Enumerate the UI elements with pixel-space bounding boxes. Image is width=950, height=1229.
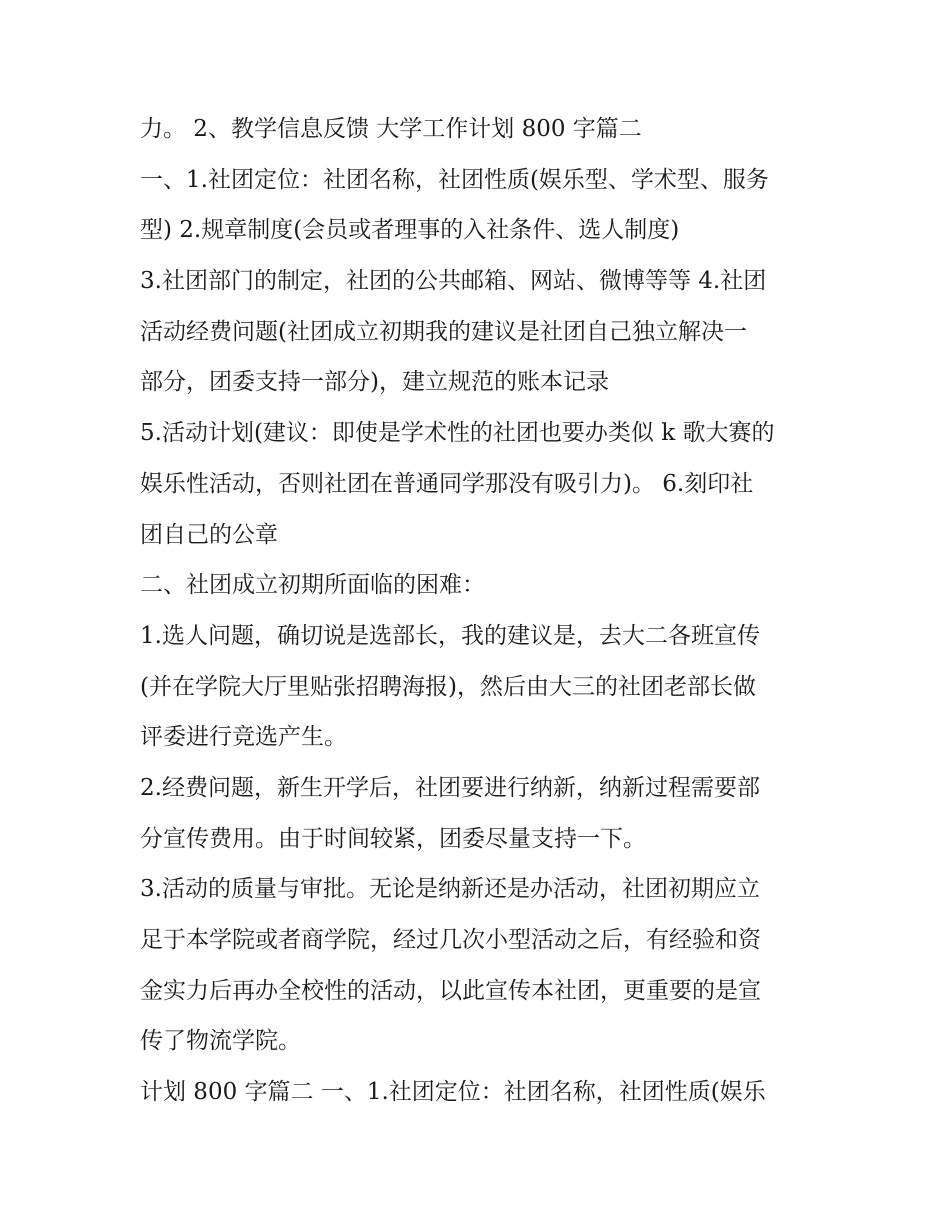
text-line: 5.活动计划(建议：即使是学术性的社团也要办类似 k 歌大赛的	[140, 420, 775, 447]
text-line: 1.选人问题，确切说是选部长，我的建议是，去大二各班宣传	[140, 622, 760, 649]
text-line: 娱乐性活动，否则社团在普通同学那没有吸引力)。 6.刻印社	[140, 470, 754, 497]
text-line: 计划 800 字篇二 一、1.社团定位：社团名称，社团性质(娱乐	[140, 1079, 766, 1106]
text-line: 部分，团委支持一部分)，建立规范的账本记录	[140, 369, 609, 396]
text-line: 分宣传费用。由于时间较紧，团委尽量支持一下。	[140, 825, 646, 852]
text-line: (并在学院大厅里贴张招聘海报)，然后由大三的社团老部长做	[140, 673, 756, 700]
text-line: 金实力后再办全校性的活动，以此宣传本社团，更重要的是宣	[140, 977, 761, 1004]
text-line: 二、社团成立初期所面临的困难：	[140, 572, 485, 599]
text-line: 3.活动的质量与审批。无论是纳新还是办活动，社团初期应立	[140, 876, 760, 903]
text-line: 3.社团部门的制定，社团的公共邮箱、网站、微博等等 4.社团	[140, 268, 767, 295]
text-line: 评委进行竞选产生。	[140, 724, 347, 751]
text-line: 力。 2、教学信息反馈 大学工作计划 800 字篇二	[140, 116, 642, 142]
text-line: 活动经费问题(社团成立初期我的建议是社团自己独立解决一	[140, 318, 747, 345]
text-line: 传了物流学院。	[140, 1028, 301, 1055]
text-line: 型) 2.规章制度(会员或者理事的入社条件、选人制度)	[140, 217, 680, 244]
document-body	[140, 108, 840, 1122]
text-line: 足于本学院或者商学院，经过几次小型活动之后，有经验和资	[140, 927, 761, 953]
text-line: 团自己的公章	[140, 521, 278, 548]
text-line: 2.经费问题，新生开学后，社团要进行纳新，纳新过程需要部	[140, 774, 760, 801]
text-line: 一、1.社团定位：社团名称，社团性质(娱乐型、学术型、服务	[140, 166, 769, 193]
